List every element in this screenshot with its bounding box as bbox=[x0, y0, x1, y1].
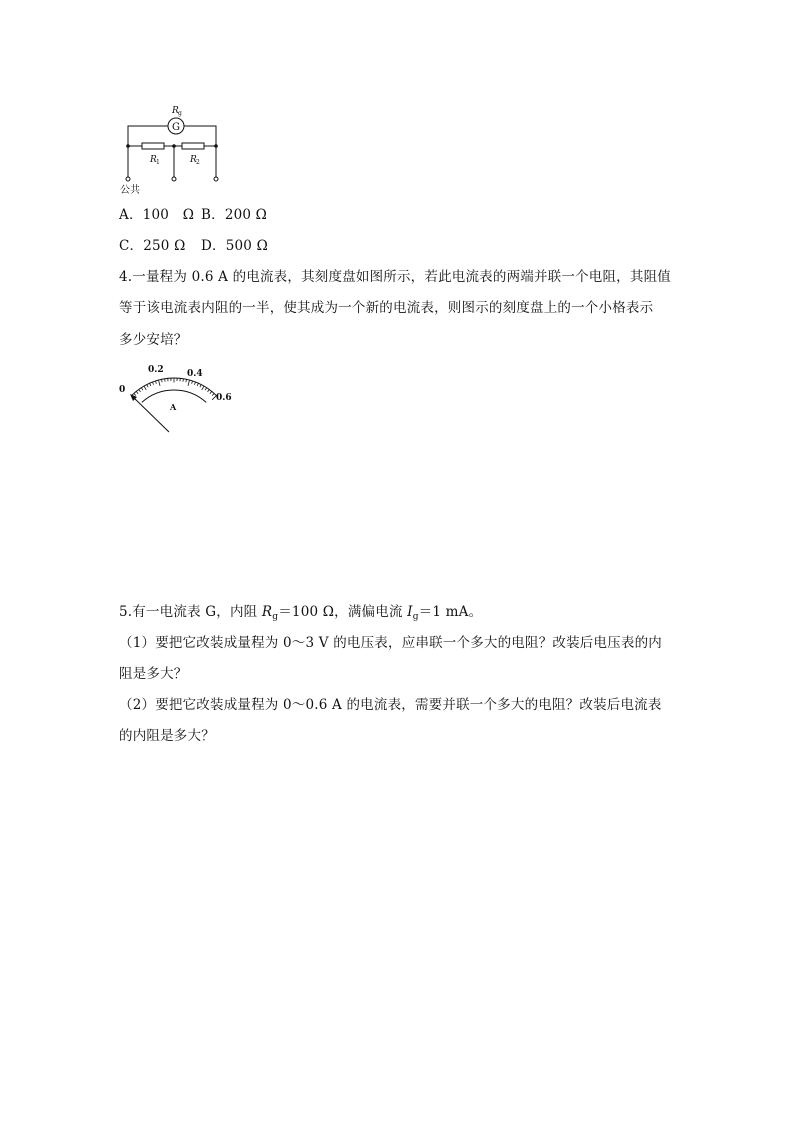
rg-label-subscript: g bbox=[178, 110, 182, 117]
terminal-right bbox=[214, 177, 218, 181]
q5-stem-middle: ＝100 Ω，满偏电流 bbox=[278, 604, 408, 620]
dial-ticks bbox=[132, 378, 217, 400]
dial-tick-mark bbox=[152, 382, 153, 385]
dial-label-0-2: 0.2 bbox=[148, 365, 164, 375]
common-terminal-label: 公共 bbox=[120, 185, 140, 196]
circuit-diagram bbox=[110, 98, 230, 198]
q5-part1-line-2: 阻是多大？ bbox=[119, 666, 188, 682]
q4-line-3: 多少安培？ bbox=[119, 332, 188, 348]
rg-label: R bbox=[172, 106, 179, 116]
q5-part2-line-2: 的内阻是多大？ bbox=[119, 728, 215, 744]
resistor-r2 bbox=[182, 143, 204, 149]
dial-tick-mark bbox=[158, 380, 160, 386]
dial-tick-mark bbox=[139, 389, 141, 391]
ammeter-dial-svg bbox=[112, 360, 242, 438]
r2-label: R bbox=[190, 155, 197, 165]
terminal-middle bbox=[172, 177, 176, 181]
dial-tick-mark bbox=[155, 381, 156, 384]
q5-stem bbox=[119, 606, 482, 622]
dial-tick-mark bbox=[205, 388, 207, 391]
r1-label-subscript: 1 bbox=[156, 159, 160, 166]
dial-tick-mark bbox=[200, 385, 201, 388]
dial-label-0-4: 0.4 bbox=[187, 369, 203, 379]
q4-line-1: 4.一量程为 0.6 A 的电流表，其刻度盘如图所示，若此电流表的两端并联一个电阻，其阻值 bbox=[119, 269, 671, 285]
q5-stem-suffix: ＝1 mA。 bbox=[418, 604, 483, 620]
q5-part2-line-1: （2）要把它改装成量程为 0～0.6 A 的电流表，需要并联一个多大的电阻？改装后电流表 bbox=[119, 697, 662, 713]
option-a: A．100 Ω bbox=[119, 207, 195, 223]
galvanometer-letter: G bbox=[172, 122, 180, 133]
r2-label-subscript: 2 bbox=[196, 159, 200, 166]
option-c: C．250 Ω bbox=[119, 238, 186, 254]
q5-ig-subscript: g bbox=[412, 612, 419, 622]
dial-tick-mark bbox=[192, 381, 193, 384]
ammeter-dial-figure bbox=[112, 360, 242, 438]
dial-pointer bbox=[132, 396, 169, 432]
dial-tick-mark bbox=[197, 383, 198, 386]
dial-label-0: 0 bbox=[119, 385, 126, 395]
terminal-common bbox=[126, 177, 130, 181]
option-d: D．500 Ω bbox=[201, 238, 268, 254]
q5-rg-symbol: R bbox=[261, 604, 273, 620]
dial-tick-mark bbox=[141, 388, 143, 391]
q5-ig-symbol: I bbox=[407, 604, 413, 620]
q5-part1-line-1: （1）要把它改装成量程为 0～3 V 的电压表，应串联一个多大的电阻？改装后电压表的内 bbox=[119, 635, 662, 651]
dial-tick-mark bbox=[208, 389, 210, 391]
dial-unit-label: A bbox=[170, 402, 177, 412]
option-b: B．200 Ω bbox=[201, 207, 268, 223]
dial-tick-mark bbox=[188, 380, 190, 386]
dial-tick-mark bbox=[194, 382, 195, 385]
dial-tick-mark bbox=[147, 385, 148, 388]
resistor-r1 bbox=[142, 143, 164, 149]
q5-rg-subscript: g bbox=[272, 612, 279, 622]
dial-tick-mark bbox=[162, 379, 163, 382]
dial-inner-arc bbox=[142, 390, 206, 402]
dial-tick-mark bbox=[202, 386, 204, 390]
q4-line-2: 等于该电流表内阻的一半，使其成为一个新的电流表，则图示的刻度盘上的一个小格表示 bbox=[119, 300, 654, 316]
dial-label-0-6: 0.6 bbox=[216, 393, 232, 403]
r1-label: R bbox=[150, 155, 157, 165]
q5-stem-prefix: 5.有一电流表 G，内阻 bbox=[119, 604, 262, 620]
dial-tick-mark bbox=[144, 386, 146, 390]
dial-tick-mark bbox=[150, 383, 151, 386]
dial-tick-mark bbox=[186, 379, 187, 382]
circuit-svg bbox=[110, 98, 230, 198]
